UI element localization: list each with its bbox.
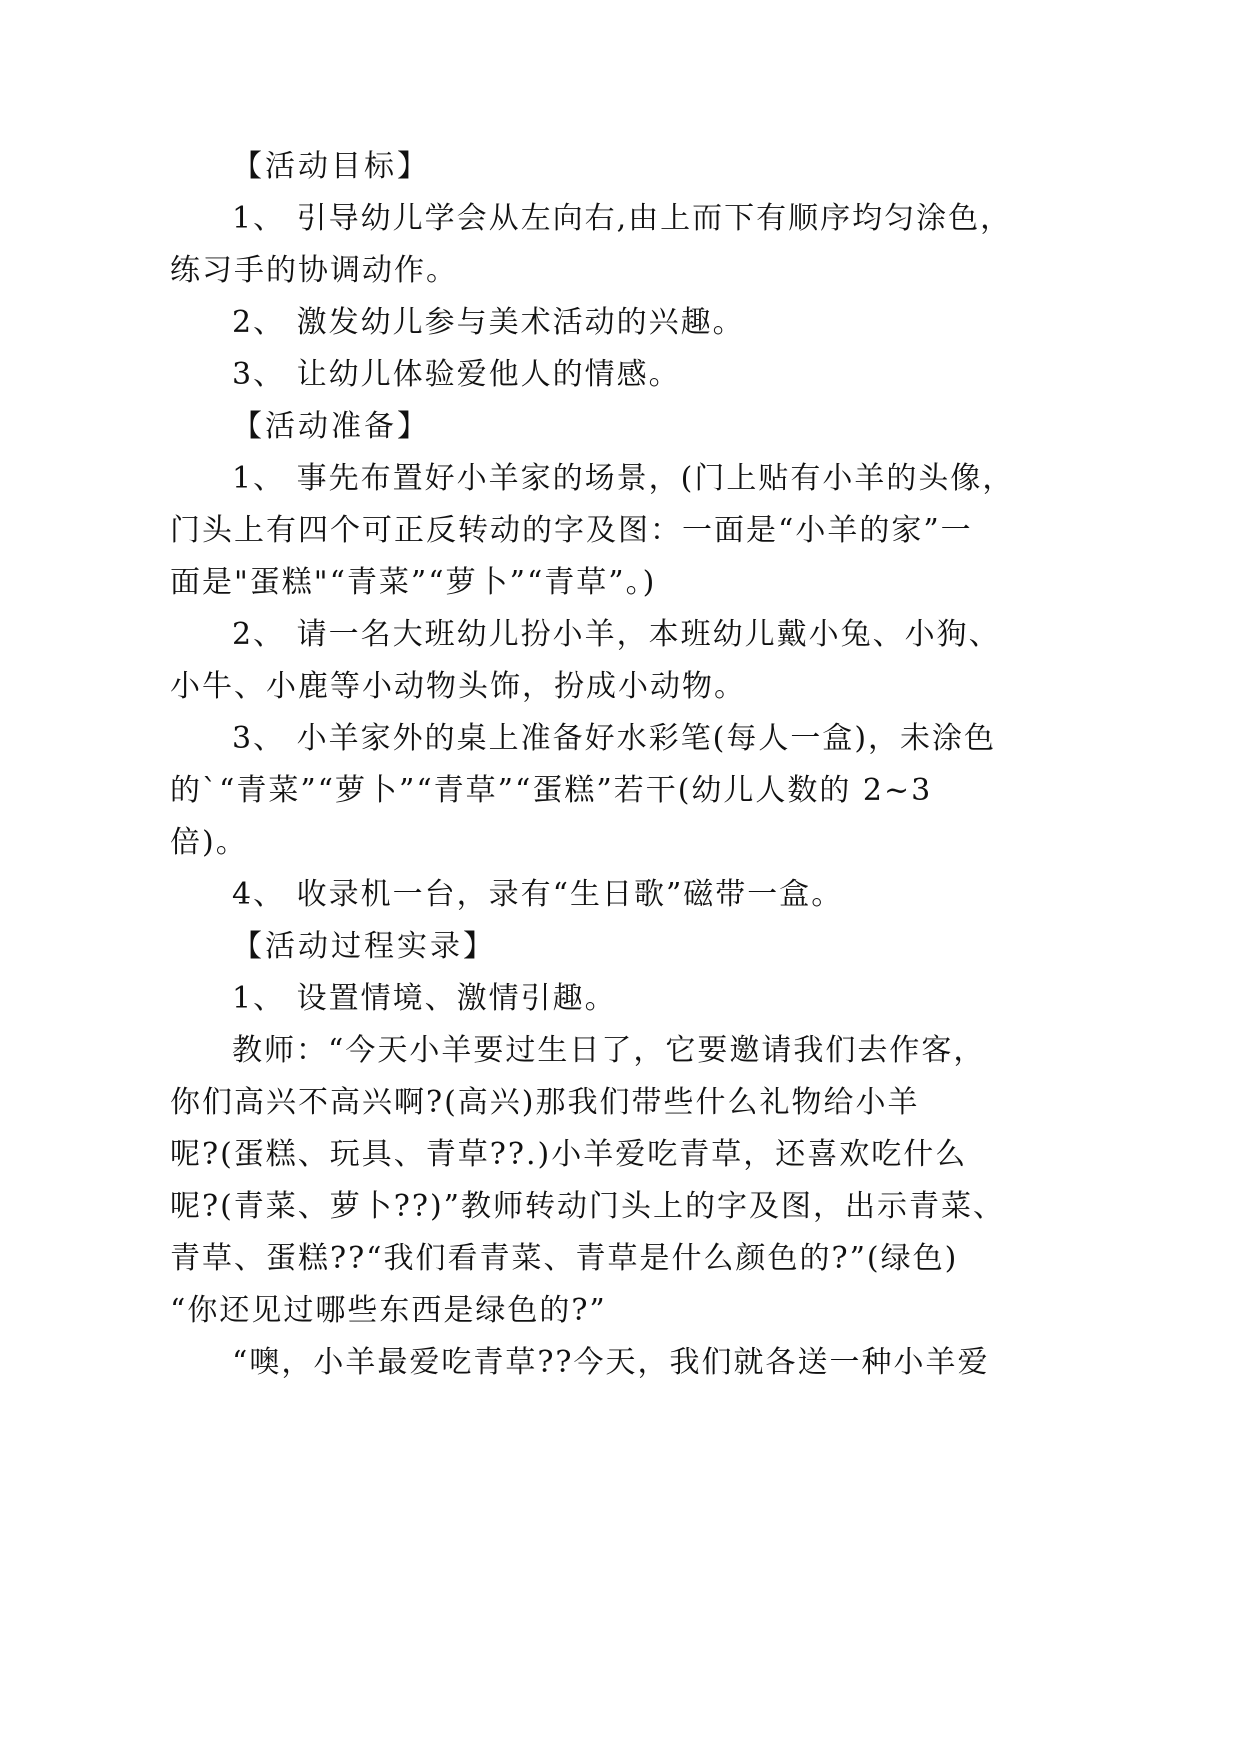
paragraph-line: 小牛、小鹿等小动物头饰，扮成小动物。 [170,669,746,704]
paragraph-line: 青草、蛋糕??“我们看青菜、青草是什么颜色的?”(绿色) [170,1241,959,1276]
paragraph-line: 呢?(蛋糕、玩具、青草??.)小羊爱吃青草，还喜欢吃什么 [170,1137,968,1172]
paragraph-line: 练习手的协调动作。 [170,253,458,288]
section-heading-preparation: 【活动准备】 [232,409,430,444]
paragraph-line: 呢?(青菜、萝卜??)”教师转动门头上的字及图，出示青菜、 [170,1189,1005,1224]
paragraph-line: 2、 请一名大班幼儿扮小羊，本班幼儿戴小兔、小狗、 [232,617,1001,652]
paragraph-line: 面是"蛋糕"“青菜”“萝卜”“青草”。) [170,565,657,600]
paragraph-line: 3、 让幼儿体验爱他人的情感。 [232,357,681,392]
paragraph-line: 1、 事先布置好小羊家的场景，(门上贴有小羊的头像， [232,461,1015,496]
paragraph-line: 1、 引导幼儿学会从左向右,由上而下有顺序均匀涂色， [232,201,1013,236]
paragraph-line: 1、 设置情境、激情引趣。 [232,981,617,1016]
paragraph-line: “噢，小羊最爱吃青草??今天，我们就各送一种小羊爱 [232,1345,990,1380]
paragraph-line: 门头上有四个可正反转动的字及图：一面是“小羊的家”一 [170,513,973,548]
paragraph-line: 4、 收录机一台，录有“生日歌”磁带一盒。 [232,877,844,912]
paragraph-line: 2、 激发幼儿参与美术活动的兴趣。 [232,305,745,340]
paragraph-line: “你还见过哪些东西是绿色的?” [170,1293,607,1328]
section-heading-goals: 【活动目标】 [232,149,430,184]
paragraph-line: 你们高兴不高兴啊?(高兴)那我们带些什么礼物给小羊 [170,1085,920,1120]
paragraph-line: 3、 小羊家外的桌上准备好水彩笔(每人一盒)，未涂色 [232,721,997,756]
section-heading-process: 【活动过程实录】 [232,929,496,964]
paragraph-line: 的`“青菜”“萝卜”“青草”“蛋糕”若干(幼儿人数的 2~3 [170,773,933,808]
paragraph-line: 倍)。 [170,825,248,860]
paragraph-line: 教师：“今天小羊要过生日了，它要邀请我们去作客， [232,1033,986,1068]
